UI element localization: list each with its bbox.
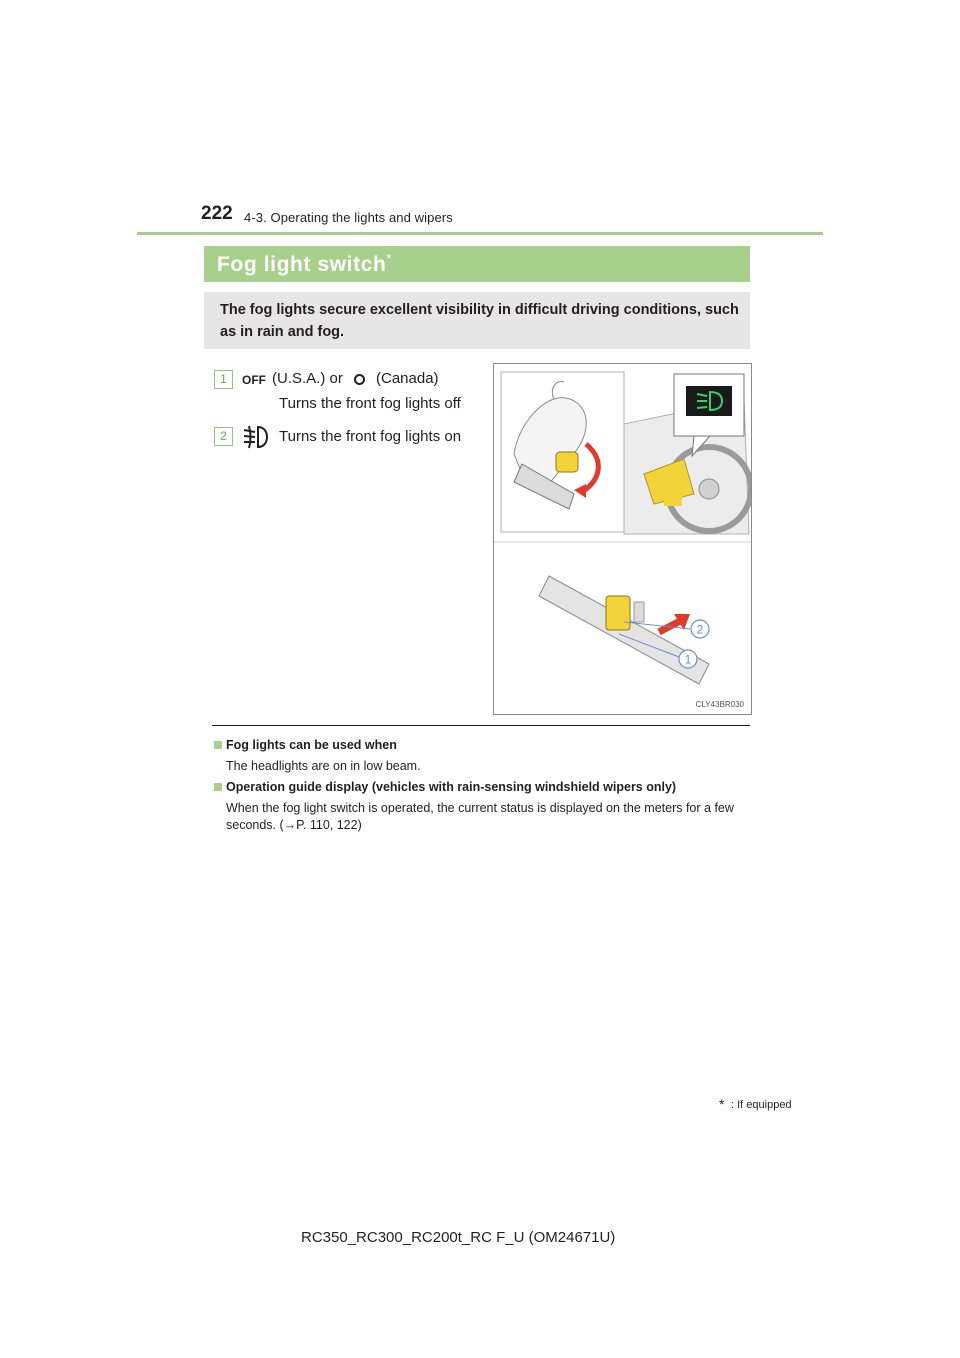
note-1-text: The headlights are on in low beam.: [226, 759, 421, 773]
off-circle-icon: [354, 374, 365, 385]
page-number: 222: [201, 203, 233, 224]
intro-box: [204, 292, 750, 349]
section-title: 4-3. Operating the lights and wipers: [244, 210, 453, 225]
usa-text: (U.S.A.) or: [272, 370, 343, 387]
page-heading: [217, 251, 392, 277]
item-1-description: Turns the front fog lights off: [279, 395, 461, 412]
heading-marker: *: [386, 251, 393, 266]
note-bullet-icon: [214, 741, 222, 749]
canada-text: (Canada): [376, 370, 439, 387]
callout-1: 1: [684, 652, 692, 667]
heading-bar: [204, 246, 750, 282]
note-2-heading: [214, 780, 676, 794]
note-2-heading-text: Operation guide display (vehicles with rain-sensing windshield wipers only): [226, 780, 677, 794]
callout-2: 2: [696, 622, 704, 637]
footnote-star: *: [719, 1096, 725, 1112]
header-divider: [137, 232, 823, 235]
fog-switch-illustration: [493, 363, 752, 715]
footnote-text: : If equipped: [731, 1099, 792, 1111]
notes-divider: [212, 725, 750, 726]
illustration-code: CLY43BR030: [695, 700, 744, 709]
note-1-heading: [214, 738, 397, 752]
item-number-1: 1: [214, 370, 233, 389]
note-bullet-icon: [214, 783, 222, 791]
note-1-heading-text: Fog lights can be used when: [226, 738, 397, 752]
note-2-text: When the fog light switch is operated, the current status is displayed on the meters for a few seconds. (→P. 110, 122): [226, 801, 734, 832]
fog-light-icon: [242, 424, 270, 455]
heading-title: Fog light switch: [217, 253, 387, 276]
item-number-2: 2: [214, 427, 233, 446]
document-code: RC350_RC300_RC200t_RC F_U (OM24671U): [301, 1229, 616, 1246]
item-2-description: Turns the front fog lights on: [279, 428, 462, 445]
off-label: OFF: [242, 373, 266, 387]
intro-text: The fog lights secure excellent visibility in difficult driving conditions, such as in rain and fog.: [220, 302, 739, 340]
